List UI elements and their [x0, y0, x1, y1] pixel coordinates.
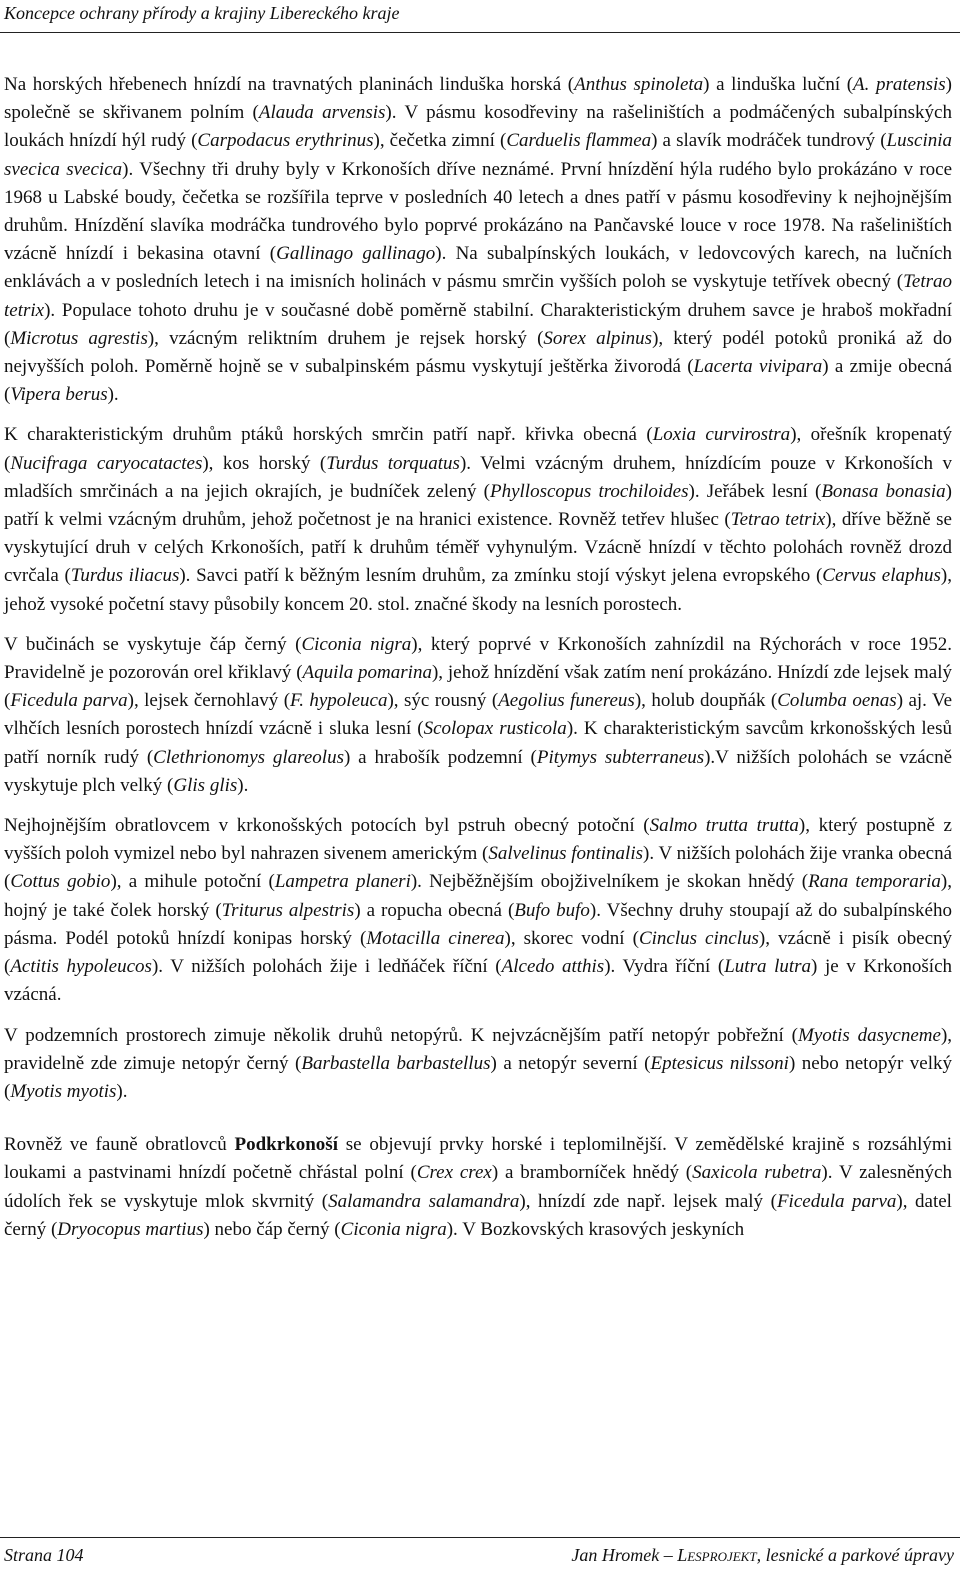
text-run: Na horských hřebenech hnízdí na travnatých planinách linduška horská ( — [4, 74, 575, 95]
species-name: Salvelinus fontinalis — [488, 843, 644, 865]
species-name: Gallinago gallinago — [276, 243, 436, 265]
species-name: Rana temporaria — [808, 871, 941, 893]
species-name: Aquila pomarina — [302, 662, 432, 684]
text-run: K charakteristickým druhům ptáků horských smrčin patří např. křivka obecná ( — [4, 424, 653, 446]
species-name: Scolopax rusticola — [423, 718, 567, 740]
species-name: Pitymys subterraneus — [536, 746, 705, 768]
text-run: ) je v Krkonoších vzácná. — [4, 956, 952, 1006]
text-run: ), pravidelně zde zimuje netopýr černý ( — [4, 1024, 953, 1074]
text-run: ) patří k velmi vzácným druhům, jehož početnost je na hranici existence. Rovněž tetřev hlušec ( — [4, 480, 952, 531]
text-run: ). — [116, 1080, 128, 1102]
species-name: Columba oenas — [777, 690, 897, 712]
text-run: se objevují prvky horské i teplomilnější. V zemědělské krajině s rozsáhlými loukami a pastvinami hnízdí početně chřástal polní ( — [4, 1134, 952, 1184]
text-run: ) a hrabošík podzemní ( — [343, 746, 537, 768]
text-run: ), vzácně i pisík obecný ( — [4, 927, 953, 978]
text-run: ) aj. Ve vlhčích lesních porostech hnízdí vzácně i sluka lesní ( — [4, 690, 953, 740]
text-run: ), který podél potoků proniká až do nejvyšších poloh. Poměrně hojně se v subalpinském pásmu vyskytují ještěrka živorodá ( — [4, 327, 953, 378]
species-name: Lutra lutra — [724, 956, 812, 978]
species-name: Crex crex — [416, 1162, 492, 1184]
text-run: V bučinách se vyskytuje čáp černý ( — [4, 633, 302, 655]
text-run: ). V pásmu kosodřeviny na rašeliništích a podmáčených subalpínských loukách hnízdí hýl rudý ( — [4, 102, 952, 152]
text-run: ). — [237, 774, 249, 796]
text-run: ). Vydra říční ( — [604, 956, 725, 978]
species-name: Microtus agrestis — [10, 327, 148, 349]
paragraph-spruce-forests — [4, 421, 952, 618]
text-run: ). Velmi vzácným druhem, hnízdícím pouze v Krkonoších v mladších smrčinách a na jejich okrajích, je budníček zelený ( — [4, 452, 953, 502]
text-run: ), hnízdí zde např. lejsek malý ( — [519, 1190, 777, 1212]
text-run: ). Všechny druhy stoupají až do subalpínského pásma. Podél potoků hnízdí konipas horský ( — [4, 899, 952, 949]
paragraph-bats — [4, 1022, 952, 1107]
species-name: A. pratensis — [853, 74, 946, 95]
text-run: ), který poprvé v Krkonoších zahnízdil na Rýchorách v roce 1952. Pravidelně je pozorován orel křiklavý ( — [4, 633, 952, 684]
species-name: Tetrao tetrix — [730, 509, 826, 531]
text-run: ). V Bozkovských krasových jeskyních — [446, 1218, 745, 1240]
text-run: ). — [107, 384, 119, 406]
text-run: ). V nižších polohách žije i ledňáček říční ( — [151, 956, 502, 978]
species-name: Luscinia svecica svecica — [4, 130, 952, 180]
species-name: Turdus torquatus — [326, 452, 460, 474]
text-run: ), čečetka zimní ( — [373, 130, 507, 152]
author-name: Jan Hromek – — [571, 1545, 678, 1565]
text-run: ). Na subalpínských loukách, v ledovcových karech, na lučních enklávách a v posledních letech i na imisních holinách v pásmu smrčin vyšších poloh se vyskytuje tetřívek obecný ( — [4, 243, 952, 293]
text-run: ). V zalesněných údolích řek se vyskytuje mlok skvrnitý ( — [4, 1162, 952, 1212]
species-name: Carduelis flammea — [506, 130, 652, 152]
text-run: ), dříve běžně se vyskytující druh v celých Krkonoších, patří k druhům téměř vyhynulým. Vzácně hnízdí v těchto polohách rovněž drozd cvrčala ( — [4, 509, 952, 587]
species-name: Sorex alpinus — [543, 327, 653, 349]
paragraph-streams — [4, 812, 952, 1009]
species-name: Nucifraga caryocatactes — [10, 452, 203, 474]
species-name: Cinclus cinclus — [638, 927, 759, 949]
species-name: Cervus elaphus — [822, 565, 941, 587]
species-name: Motacilla cinerea — [366, 927, 505, 949]
text-run: Nejhojnějším obratlovcem v krkonošských potocích byl pstruh obecný potoční ( — [4, 815, 650, 837]
text-run: V podzemních prostorech zimuje několik druhů netopýrů. K nejvzácnějším patří netopýr pobřežní ( — [4, 1024, 799, 1046]
text-run: ) a zmije obecná ( — [4, 356, 952, 406]
species-name: Actitis hypoleucos — [10, 956, 152, 978]
species-name: Ficedula parva — [776, 1190, 897, 1212]
species-name: Carpodacus erythrinus — [197, 130, 374, 152]
text-run: ) nebo netopýr velký ( — [4, 1052, 953, 1102]
species-name: Alauda arvensis — [258, 102, 386, 124]
species-name: Anthus spinoleta — [574, 74, 704, 95]
species-name: Saxicola rubetra — [692, 1162, 822, 1184]
text-run: Rovněž ve fauně obratlovců — [4, 1134, 235, 1156]
species-name: Ciconia nigra — [340, 1218, 447, 1240]
author-credit — [571, 1544, 954, 1566]
page-number: Strana 104 — [4, 1545, 84, 1565]
text-run: ). Populace tohoto druhu je v současné době poměrně stabilní. Charakteristickým druhem savce je hraboš mokřadní ( — [4, 299, 952, 349]
paragraph-mountain-ridges — [4, 71, 952, 409]
species-name: Tetrao tetrix — [4, 271, 952, 321]
text-run: ), hojný je také čolek horský ( — [4, 871, 952, 921]
species-name: Alcedo atthis — [501, 956, 605, 978]
text-run: ). Všechny tři druhy byly v Krkonoších dříve neznámé. První hnízdění hýla rudého bylo prokázáno v roce 1968 u Labské boudy, čečetka se rozšířila teprve v posledních 40 letech a dnes patří v pásmu kosodřeviny k nejhojnějším druhům. Hnízdění slavíka modráčka tundrového bylo poprvé prokázáno na Pančavské louce v roce 1978. Na rašeliništích vzácně hnízdí i bekasina otavní ( — [4, 158, 953, 265]
paragraph-beech-forests — [4, 631, 952, 800]
footer-rule — [0, 1537, 960, 1538]
species-name: Salamandra salamandra — [328, 1190, 520, 1212]
species-name: F. hypoleuca — [290, 690, 388, 712]
text-run: ).V nižších polohách se vzácně vyskytuje plch velký ( — [4, 746, 952, 796]
species-name: Loxia curvirostra — [652, 424, 791, 446]
species-name: Eptesicus nilssoni — [650, 1052, 789, 1074]
text-run: ). Savci patří k běžným lesním druhům, za zmínku stojí výskyt jelena evropského ( — [179, 565, 823, 587]
text-run: ), který postupně z vyšších poloh vymizel nebo byl nahrazen sivenem americkým ( — [4, 815, 952, 865]
page-body — [4, 71, 952, 1244]
text-run: ) nebo čáp černý ( — [203, 1218, 341, 1240]
species-name: Myotis myotis — [10, 1080, 117, 1102]
species-name: Phylloscopus trochiloides — [489, 480, 689, 502]
text-run: ), jehož vysoké početní stavy působily koncem 20. stol. značné škody na lesních porostech. — [4, 565, 952, 615]
text-run: ) a bramborníček hnědý ( — [491, 1162, 693, 1184]
paragraph-podkrkonosi — [4, 1131, 952, 1244]
text-run: ). V nižších polohách žije vranka obecná ( — [4, 843, 953, 893]
text-run: ) a netopýr severní ( — [490, 1052, 651, 1074]
text-run: ), holub doupňák ( — [634, 690, 778, 712]
text-run: ). Nejběžnějším obojživelníkem je skokan hnědý ( — [410, 871, 809, 893]
species-name: Ficedula parva — [10, 690, 128, 712]
author-firm-description: , lesnické a parkové úpravy — [756, 1545, 954, 1565]
species-name: Cottus gobio — [10, 871, 111, 893]
species-name: Bonasa bonasia — [821, 480, 946, 502]
header-rule — [0, 32, 960, 33]
species-name: Bufo bufo — [514, 899, 590, 921]
text-run: ), lejsek černohlavý ( — [127, 690, 291, 712]
text-run: ), a mihule potoční ( — [110, 871, 275, 893]
text-run: ), jehož hnízdění však zatím není prokázáno. Hnízdí zde lejsek malý ( — [4, 662, 953, 712]
species-name: Barbastella barbastellus — [301, 1052, 491, 1074]
author-firm: Lesprojekt — [677, 1545, 757, 1565]
species-name: Glis glis — [173, 774, 238, 796]
species-name: Lacerta vivipara — [693, 356, 823, 378]
text-run: ) a linduška luční ( — [703, 74, 854, 95]
text-run: ). Jeřábek lesní ( — [688, 480, 822, 502]
region-name: Podkrkonoší — [234, 1134, 338, 1156]
species-name: Vipera berus — [10, 384, 108, 406]
species-name: Turdus iliacus — [70, 565, 180, 587]
text-run: ), vzácným reliktním druhem je rejsek horský ( — [147, 327, 544, 349]
text-run: ), ořešník kropenatý ( — [4, 424, 953, 474]
text-run: ). K charakteristickým savcům krkonošských lesů patří norník rudý ( — [4, 718, 953, 768]
text-run: ) a ropucha obecná ( — [354, 899, 515, 921]
text-run: ) společně se skřivanem polním ( — [4, 74, 952, 124]
species-name: Ciconia nigra — [301, 633, 412, 655]
text-run: ), datel černý ( — [4, 1190, 952, 1240]
text-run: ) a slavík modráček tundrový ( — [651, 130, 887, 152]
species-name: Salmo trutta trutta — [649, 815, 799, 837]
species-name: Myotis dasycneme — [798, 1024, 941, 1046]
species-name: Aegolius funereus — [498, 690, 635, 712]
species-name: Lampetra planeri — [274, 871, 411, 893]
species-name: Clethrionomys glareolus — [153, 746, 344, 768]
running-header: Koncepce ochrany přírody a krajiny Libereckého kraje — [4, 3, 400, 23]
species-name: Triturus alpestris — [221, 899, 355, 921]
text-run: ), sýc rousný ( — [387, 690, 499, 712]
text-run: ), skorec vodní ( — [504, 927, 639, 949]
text-run: ), kos horský ( — [202, 452, 327, 474]
species-name: Dryocopus martius — [57, 1218, 204, 1240]
